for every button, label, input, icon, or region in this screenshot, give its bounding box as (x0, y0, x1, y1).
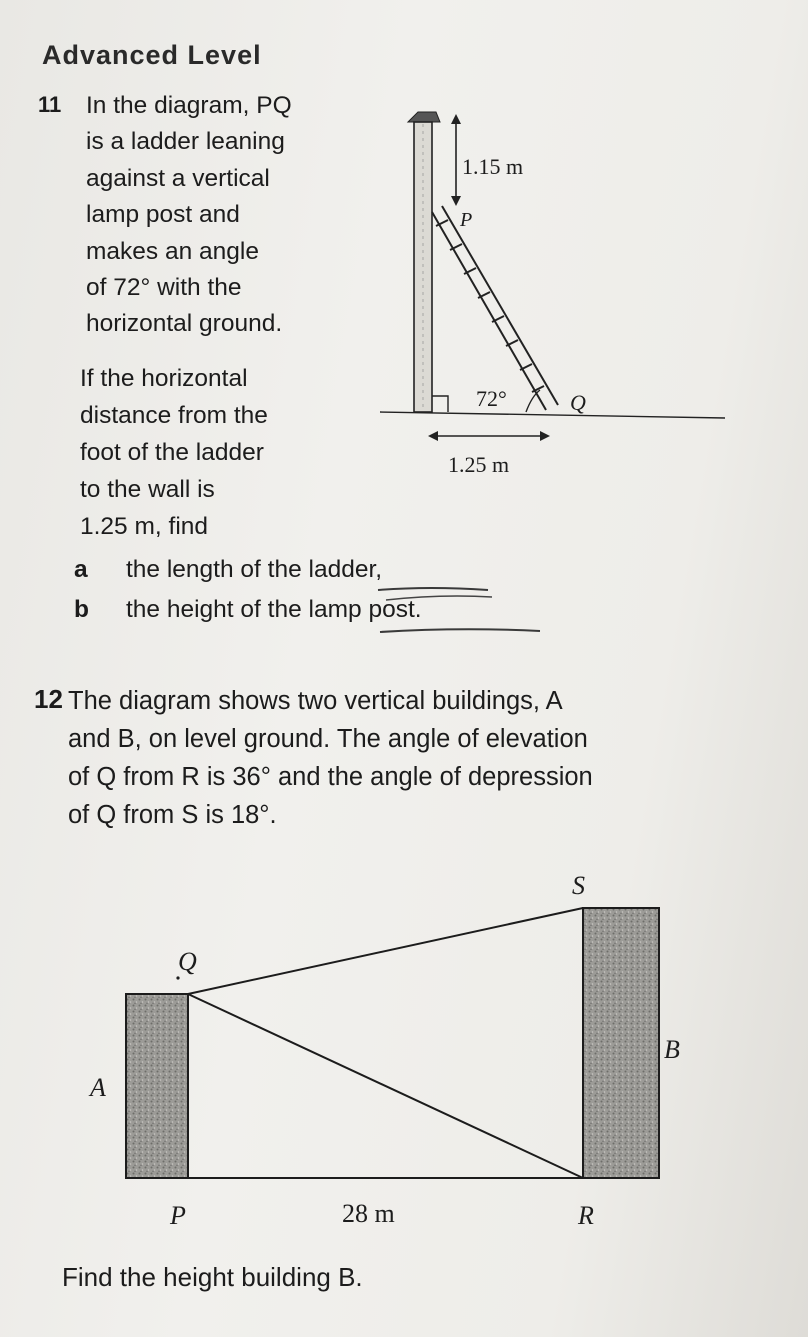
q11-line: distance from the (80, 402, 268, 429)
label-1-15m: 1.15 m (462, 154, 524, 179)
ladder-diagram (380, 100, 740, 480)
q12-line: and B, on level ground. The angle of elevation (68, 725, 588, 753)
point-q-dot (176, 976, 179, 979)
q11-line: foot of the ladder (80, 439, 264, 466)
ladder (432, 206, 558, 410)
q11-line: If the horizontal (80, 365, 248, 392)
q12-number: 12 (34, 684, 63, 714)
building-b (583, 908, 659, 1178)
label-q12-q: Q (178, 947, 197, 976)
q12-final-prompt: Find the height building B. (62, 1262, 363, 1292)
q12-line: of Q from S is 18°. (68, 801, 277, 829)
q12-text (68, 682, 593, 834)
q11-line: is a ladder leaning (86, 128, 285, 156)
underline-ladder (378, 588, 488, 590)
label-s: S (572, 871, 585, 900)
arrow-left-icon (428, 431, 438, 441)
label-r: R (578, 1201, 594, 1230)
q11-line: makes an angle (86, 237, 259, 265)
line-qs (188, 908, 583, 994)
right-angle-mark (432, 396, 448, 412)
label-1-25m: 1.25 m (448, 452, 510, 477)
q11-part-b-text: the height of the lamp post. (126, 596, 422, 623)
label-a: A (90, 1073, 106, 1102)
buildings-diagram (0, 860, 808, 1240)
q11-part-a-text: the length of the ladder, (126, 556, 383, 583)
overline-lamp (386, 596, 492, 600)
q11-line: 1.25 m, find (80, 513, 209, 540)
q11-part-a-letter: a (74, 556, 88, 583)
arrow-down-icon (451, 196, 461, 206)
building-a (126, 994, 188, 1178)
label-q: Q (570, 390, 586, 415)
q11-line: horizontal ground. (86, 310, 283, 338)
q11-line: to the wall is (80, 476, 215, 503)
label-b: B (664, 1035, 680, 1064)
q12-line: The diagram shows two vertical buildings, A (68, 687, 563, 715)
arrow-right-icon (540, 431, 550, 441)
angle-arc (526, 390, 540, 412)
line-qr (188, 994, 583, 1178)
q12-line: of Q from R is 36° and the angle of depression (68, 763, 593, 791)
label-q12-p: P (170, 1201, 186, 1230)
label-p: P (460, 209, 473, 231)
q11-line: In the diagram, PQ (86, 92, 292, 119)
section-heading: Advanced Level (42, 40, 262, 70)
q11-number: 11 (38, 92, 62, 117)
arrow-up-icon (451, 114, 461, 124)
underline-lamp-post (380, 629, 540, 632)
q11-part-b-letter: b (74, 596, 89, 623)
label-28m: 28 m (342, 1199, 395, 1228)
ground-line (380, 412, 725, 418)
label-angle-72: 72° (476, 386, 507, 411)
q11-line: lamp post and (86, 201, 240, 229)
q11-line: against a vertical (86, 164, 270, 192)
lamp-head-icon (408, 112, 440, 122)
q11-line: of 72° with the (86, 274, 242, 302)
